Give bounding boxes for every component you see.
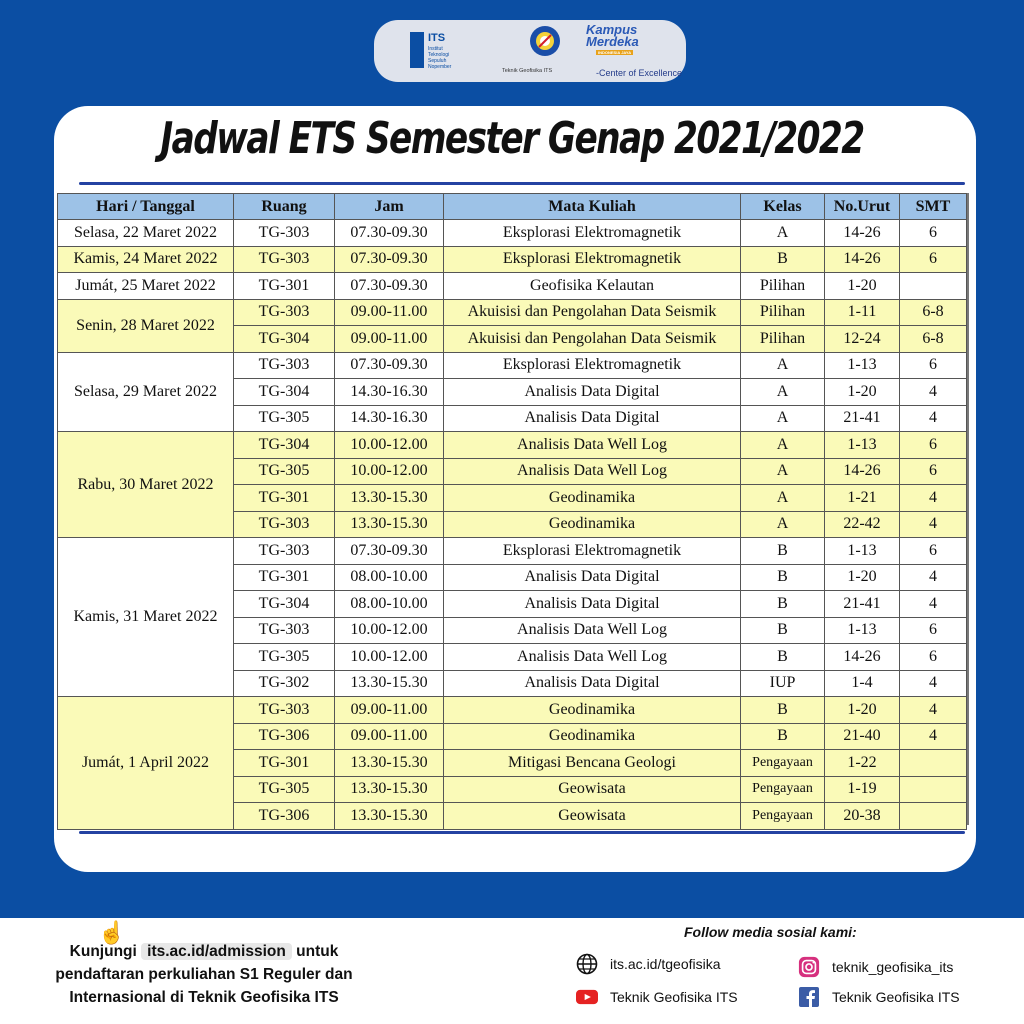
course-cell: Analisis Data Digital <box>444 670 741 697</box>
time-cell: 07.30-09.30 <box>335 246 444 273</box>
header-class: Kelas <box>741 194 825 220</box>
course-cell: Analisis Data Well Log <box>444 432 741 459</box>
room-cell: TG-303 <box>234 299 335 326</box>
course-cell: Eksplorasi Elektromagnetik <box>444 352 741 379</box>
class-cell: B <box>741 538 825 565</box>
social-instagram[interactable] <box>798 956 953 978</box>
class-cell: A <box>741 220 825 247</box>
order-cell: 21-41 <box>825 405 900 432</box>
room-cell: TG-305 <box>234 458 335 485</box>
order-cell: 1-11 <box>825 299 900 326</box>
header-course: Mata Kuliah <box>444 194 741 220</box>
room-cell: TG-306 <box>234 723 335 750</box>
course-cell: Eksplorasi Elektromagnetik <box>444 220 741 247</box>
gear-emblem-icon <box>528 24 562 58</box>
order-cell: 1-13 <box>825 432 900 459</box>
order-cell: 1-20 <box>825 273 900 300</box>
time-cell: 08.00-10.00 <box>335 564 444 591</box>
semester-cell: 6-8 <box>900 299 967 326</box>
its-logo-text: ITS <box>428 32 446 44</box>
class-cell: B <box>741 617 825 644</box>
order-cell: 1-13 <box>825 538 900 565</box>
time-cell: 13.30-15.30 <box>335 750 444 777</box>
its-emblem-icon <box>410 32 424 68</box>
class-cell: B <box>741 564 825 591</box>
semester-cell: 6 <box>900 458 967 485</box>
time-cell: 08.00-10.00 <box>335 591 444 618</box>
room-cell: TG-304 <box>234 432 335 459</box>
time-cell: 07.30-09.30 <box>335 538 444 565</box>
time-cell: 14.30-16.30 <box>335 379 444 406</box>
table-row <box>58 352 967 379</box>
social-facebook[interactable] <box>798 986 960 1008</box>
visit-prefix: Kunjungi <box>69 943 137 960</box>
instagram-icon <box>798 956 820 978</box>
semester-cell: 6 <box>900 432 967 459</box>
facebook-icon <box>798 986 820 1008</box>
room-cell: TG-301 <box>234 750 335 777</box>
semester-cell <box>900 776 967 803</box>
room-cell: TG-305 <box>234 405 335 432</box>
room-cell: TG-303 <box>234 511 335 538</box>
teknik-geofisika-logo-label: Teknik Geofisika ITS <box>502 68 553 74</box>
class-cell: A <box>741 458 825 485</box>
globe-icon <box>576 953 598 975</box>
time-cell: 09.00-11.00 <box>335 326 444 353</box>
class-cell: A <box>741 352 825 379</box>
semester-cell <box>900 803 967 830</box>
social-youtube[interactable] <box>576 986 738 1008</box>
logo-bar <box>374 20 686 82</box>
time-cell: 10.00-12.00 <box>335 432 444 459</box>
day-cell: Jumát, 1 April 2022 <box>58 697 234 830</box>
class-cell: Pengayaan <box>741 776 825 803</box>
semester-cell: 6 <box>900 538 967 565</box>
semester-cell: 4 <box>900 405 967 432</box>
time-cell: 13.30-15.30 <box>335 670 444 697</box>
header-semester: SMT <box>900 194 967 220</box>
class-cell: B <box>741 697 825 724</box>
semester-cell: 4 <box>900 379 967 406</box>
time-cell: 07.30-09.30 <box>335 220 444 247</box>
time-cell: 10.00-12.00 <box>335 617 444 644</box>
course-cell: Geodinamika <box>444 697 741 724</box>
order-cell: 14-26 <box>825 458 900 485</box>
course-cell: Eksplorasi Elektromagnetik <box>444 538 741 565</box>
class-cell: Pilihan <box>741 326 825 353</box>
room-cell: TG-303 <box>234 220 335 247</box>
semester-cell: 4 <box>900 697 967 724</box>
room-cell: TG-301 <box>234 564 335 591</box>
course-cell: Akuisisi dan Pengolahan Data Seismik <box>444 299 741 326</box>
course-cell: Akuisisi dan Pengolahan Data Seismik <box>444 326 741 353</box>
room-cell: TG-301 <box>234 273 335 300</box>
course-cell: Analisis Data Well Log <box>444 617 741 644</box>
time-cell: 13.30-15.30 <box>335 776 444 803</box>
table-row <box>58 299 967 326</box>
course-cell: Analisis Data Digital <box>444 405 741 432</box>
order-cell: 1-22 <box>825 750 900 777</box>
course-cell: Geowisata <box>444 803 741 830</box>
course-cell: Analisis Data Well Log <box>444 458 741 485</box>
its-logo <box>410 32 462 70</box>
semester-cell: 6 <box>900 220 967 247</box>
title-divider <box>79 182 965 185</box>
youtube-icon <box>576 986 598 1008</box>
website-link[interactable]: its.ac.id/tgeofisika <box>610 956 721 972</box>
table-row <box>58 697 967 724</box>
class-cell: B <box>741 246 825 273</box>
room-cell: TG-303 <box>234 352 335 379</box>
order-cell: 14-26 <box>825 246 900 273</box>
youtube-channel[interactable]: Teknik Geofisika ITS <box>610 989 738 1005</box>
time-cell: 07.30-09.30 <box>335 352 444 379</box>
course-cell: Analisis Data Digital <box>444 591 741 618</box>
order-cell: 1-20 <box>825 697 900 724</box>
room-cell: TG-305 <box>234 644 335 671</box>
room-cell: TG-301 <box>234 485 335 512</box>
course-cell: Analisis Data Well Log <box>444 644 741 671</box>
class-cell: B <box>741 644 825 671</box>
day-cell: Kamis, 31 Maret 2022 <box>58 538 234 697</box>
semester-cell <box>900 273 967 300</box>
order-cell: 21-40 <box>825 723 900 750</box>
kampus-merdeka-tag: INDONESIA JAYA <box>598 50 632 55</box>
room-cell: TG-304 <box>234 379 335 406</box>
semester-cell: 4 <box>900 670 967 697</box>
its-logo-subtitle: Institut Teknologi Sepuluh Nopember <box>428 46 452 70</box>
course-cell: Geodinamika <box>444 511 741 538</box>
course-cell: Geodinamika <box>444 485 741 512</box>
class-cell: A <box>741 432 825 459</box>
class-cell: Pilihan <box>741 299 825 326</box>
room-cell: TG-305 <box>234 776 335 803</box>
semester-cell: 4 <box>900 723 967 750</box>
course-cell: Geodinamika <box>444 723 741 750</box>
day-cell: Senin, 28 Maret 2022 <box>58 299 234 352</box>
room-cell: TG-303 <box>234 617 335 644</box>
admission-info <box>18 940 390 1009</box>
semester-cell: 6 <box>900 246 967 273</box>
schedule-table <box>57 193 967 830</box>
class-cell: Pengayaan <box>741 750 825 777</box>
class-cell: A <box>741 405 825 432</box>
course-cell: Geowisata <box>444 776 741 803</box>
order-cell: 1-21 <box>825 485 900 512</box>
table-row <box>58 538 967 565</box>
teknik-geofisika-logo <box>502 24 578 80</box>
table-header-row <box>58 194 967 220</box>
semester-cell: 6 <box>900 644 967 671</box>
course-cell: Analisis Data Digital <box>444 379 741 406</box>
table-bottom-divider <box>79 831 965 834</box>
time-cell: 10.00-12.00 <box>335 458 444 485</box>
order-cell: 1-13 <box>825 352 900 379</box>
order-cell: 22-42 <box>825 511 900 538</box>
table-row <box>58 432 967 459</box>
semester-cell: 6 <box>900 352 967 379</box>
header-time: Jam <box>335 194 444 220</box>
semester-cell: 4 <box>900 485 967 512</box>
semester-cell <box>900 750 967 777</box>
time-cell: 09.00-11.00 <box>335 723 444 750</box>
page-title: Jadwal ETS Semester Genap 2021/2022 <box>160 113 864 164</box>
course-cell: Eksplorasi Elektromagnetik <box>444 246 741 273</box>
class-cell: A <box>741 485 825 512</box>
order-cell: 21-41 <box>825 591 900 618</box>
center-of-excellence-label: -Center of Excellence <box>596 68 683 78</box>
time-cell: 13.30-15.30 <box>335 511 444 538</box>
order-cell: 12-24 <box>825 326 900 353</box>
header-day: Hari / Tanggal <box>58 194 234 220</box>
class-cell: B <box>741 591 825 618</box>
header-room: Ruang <box>234 194 335 220</box>
semester-cell: 4 <box>900 591 967 618</box>
class-cell: A <box>741 511 825 538</box>
order-cell: 14-26 <box>825 220 900 247</box>
class-cell: IUP <box>741 670 825 697</box>
semester-cell: 4 <box>900 511 967 538</box>
order-cell: 1-20 <box>825 379 900 406</box>
kampus-merdeka-title: Kampus Merdeka <box>586 22 639 49</box>
room-cell: TG-306 <box>234 803 335 830</box>
hand-pointer-icon: ☝ <box>98 920 126 945</box>
header-order: No.Urut <box>825 194 900 220</box>
visit-suffix: untuk <box>296 943 339 960</box>
time-cell: 14.30-16.30 <box>335 405 444 432</box>
course-cell: Mitigasi Bencana Geologi <box>444 750 741 777</box>
time-cell: 13.30-15.30 <box>335 803 444 830</box>
order-cell: 1-20 <box>825 564 900 591</box>
time-cell: 07.30-09.30 <box>335 273 444 300</box>
instagram-handle[interactable]: teknik_geofisika_its <box>832 959 954 975</box>
time-cell: 09.00-11.00 <box>335 697 444 724</box>
class-cell: Pilihan <box>741 273 825 300</box>
room-cell: TG-304 <box>234 591 335 618</box>
class-cell: B <box>741 723 825 750</box>
table-row <box>58 220 967 247</box>
day-cell: Jumát, 25 Maret 2022 <box>58 273 234 300</box>
table-right-edge <box>967 193 969 825</box>
time-cell: 10.00-12.00 <box>335 644 444 671</box>
table-row <box>58 273 967 300</box>
room-cell: TG-303 <box>234 246 335 273</box>
semester-cell: 6 <box>900 617 967 644</box>
follow-title: Follow media sosial kami: <box>684 924 857 940</box>
order-cell: 1-19 <box>825 776 900 803</box>
visit-line-3: Internasional di Teknik Geofisika ITS <box>69 989 339 1006</box>
day-cell: Kamis, 24 Maret 2022 <box>58 246 234 273</box>
semester-cell: 4 <box>900 564 967 591</box>
course-cell: Analisis Data Digital <box>444 564 741 591</box>
time-cell: 13.30-15.30 <box>335 485 444 512</box>
class-cell: Pengayaan <box>741 803 825 830</box>
facebook-page[interactable]: Teknik Geofisika ITS <box>832 989 960 1005</box>
course-cell: Geofisika Kelautan <box>444 273 741 300</box>
order-cell: 14-26 <box>825 644 900 671</box>
social-website[interactable] <box>576 953 721 975</box>
day-cell: Selasa, 22 Maret 2022 <box>58 220 234 247</box>
semester-cell: 6-8 <box>900 326 967 353</box>
room-cell: TG-303 <box>234 538 335 565</box>
order-cell: 1-4 <box>825 670 900 697</box>
order-cell: 1-13 <box>825 617 900 644</box>
day-cell: Rabu, 30 Maret 2022 <box>58 432 234 538</box>
class-cell: A <box>741 379 825 406</box>
kampus-merdeka-logo <box>586 24 686 80</box>
room-cell: TG-304 <box>234 326 335 353</box>
room-cell: TG-303 <box>234 697 335 724</box>
time-cell: 09.00-11.00 <box>335 299 444 326</box>
admission-link[interactable]: its.ac.id/admission <box>141 943 292 960</box>
visit-line-2: pendaftaran perkuliahan S1 Reguler dan <box>55 966 353 983</box>
day-cell: Selasa, 29 Maret 2022 <box>58 352 234 432</box>
table-row <box>58 246 967 273</box>
order-cell: 20-38 <box>825 803 900 830</box>
room-cell: TG-302 <box>234 670 335 697</box>
